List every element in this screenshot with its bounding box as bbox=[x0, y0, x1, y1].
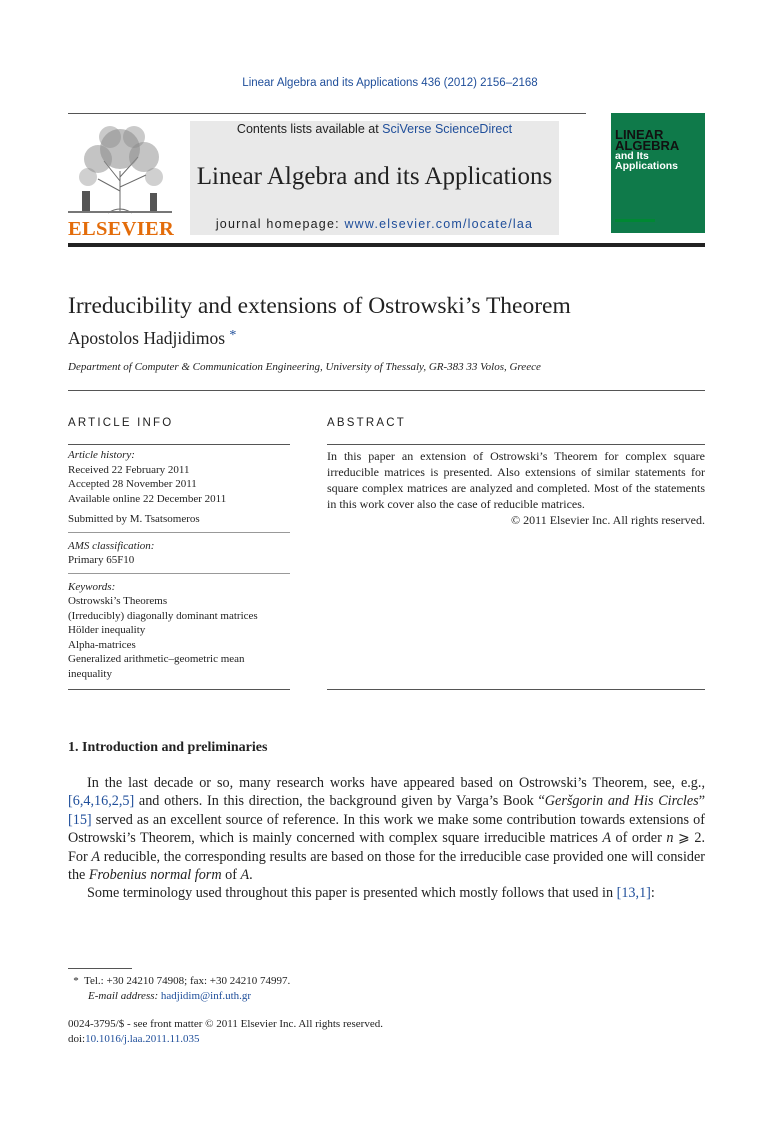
reference-link[interactable]: [6,4,16,2,5] bbox=[68, 793, 135, 810]
text-run: served as an excellent source of reference. In this work we make some contribution towards extensions of Ostrowski’s Theorem, which is mainly concerned with complex square irreducible matrices bbox=[68, 811, 705, 847]
text-run: : bbox=[650, 885, 655, 902]
divider-rule bbox=[68, 390, 705, 391]
paper-title: Irreducibility and extensions of Ostrowski’s Theorem bbox=[68, 293, 571, 319]
text-run: and others. In this direction, the background given by Varga’s Book “ bbox=[134, 793, 545, 810]
cover-footer-mark bbox=[615, 219, 655, 222]
text-run: ” bbox=[698, 793, 705, 810]
elsevier-logo[interactable] bbox=[68, 121, 175, 240]
email-label: E-mail address: bbox=[88, 989, 161, 1002]
abstract-top-rule bbox=[327, 444, 705, 445]
text-run: reducible, the corresponding results are based on those for the irreducible case provided one will consider the bbox=[68, 848, 705, 884]
header-thick-rule bbox=[68, 243, 705, 247]
article-info bbox=[68, 448, 290, 681]
keyword-item: Ostrowski’s Theorems bbox=[68, 595, 168, 607]
author-line bbox=[68, 328, 236, 349]
math-symbol: n bbox=[666, 830, 674, 847]
math-symbol: A bbox=[240, 867, 250, 884]
issn-line: 0024-3795/$ - see front matter © 2011 Elsevier Inc. All rights reserved. bbox=[68, 1018, 383, 1030]
ams-label: AMS classification: bbox=[68, 539, 155, 552]
history-label: Article history: bbox=[68, 449, 135, 461]
journal-title: Linear Algebra and its Applications bbox=[196, 163, 553, 190]
homepage-link[interactable]: www.elsevier.com/locate/laa bbox=[344, 217, 534, 231]
footnote-email bbox=[68, 989, 290, 1004]
text-run: Some terminology used throughout this paper is presented which mostly follows that used in bbox=[87, 885, 617, 902]
cover-line4: Applications bbox=[615, 160, 679, 172]
footnote-contact bbox=[68, 974, 290, 989]
doi-link[interactable]: 10.1016/j.laa.2011.11.035 bbox=[85, 1033, 200, 1045]
received-date: Received 22 February 2011 bbox=[68, 463, 190, 476]
intro-paragraph-1 bbox=[68, 774, 705, 884]
journal-homepage bbox=[190, 217, 559, 231]
footnote-mark: * bbox=[73, 975, 79, 987]
abstract-bottom-rule bbox=[327, 689, 705, 690]
header-rule bbox=[68, 113, 586, 114]
info-separator bbox=[68, 573, 290, 574]
article-info-bottom-rule bbox=[68, 689, 290, 690]
text-run: of order bbox=[611, 830, 667, 847]
article-info-top-rule bbox=[68, 444, 290, 445]
keyword-item: inequality bbox=[68, 667, 112, 680]
doi-line bbox=[68, 1032, 383, 1047]
abstract-heading: ABSTRACT bbox=[327, 417, 406, 429]
front-matter bbox=[68, 1017, 383, 1047]
footnote-tel: Tel.: +30 24210 74908; fax: +30 24210 74997. bbox=[84, 975, 291, 987]
elsevier-tree-icon bbox=[68, 121, 172, 217]
cover-line3: and Its bbox=[615, 150, 649, 162]
affiliation: Department of Computer & Communication Engineering, University of Thessaly, GR-383 33 Volos, Greece bbox=[68, 361, 541, 373]
intro-body bbox=[68, 774, 705, 903]
text-run: ⩾ 2. For bbox=[68, 830, 705, 865]
math-symbol: A bbox=[602, 830, 612, 847]
cover-title bbox=[615, 129, 705, 171]
keyword-item: Hölder inequality bbox=[68, 624, 146, 636]
footnote bbox=[68, 974, 290, 1003]
publisher-name: ELSEVIER bbox=[68, 218, 175, 240]
text-run: of bbox=[221, 867, 241, 884]
submitted-by: Submitted by M. Tsatsomeros bbox=[68, 513, 200, 525]
book-title: Geršgorin and His Circles bbox=[544, 793, 699, 810]
intro-paragraph-2 bbox=[68, 884, 705, 902]
email-link[interactable]: hadjidim@inf.uth.gr bbox=[160, 989, 252, 1002]
footnote-rule bbox=[68, 968, 132, 969]
sciverse-link[interactable]: SciVerse ScienceDirect bbox=[382, 122, 513, 136]
reference-link[interactable]: [15] bbox=[68, 811, 92, 828]
abstract-copyright: © 2011 Elsevier Inc. All rights reserved. bbox=[511, 513, 705, 527]
text-run: . bbox=[249, 867, 253, 884]
section-title: 1. Introduction and preliminaries bbox=[68, 740, 268, 755]
homepage-prefix: journal homepage: bbox=[215, 217, 345, 231]
keyword-item: (Irreducibly) diagonally dominant matrices bbox=[68, 609, 258, 622]
author-footnote-mark[interactable]: * bbox=[229, 328, 237, 343]
info-separator bbox=[68, 532, 290, 533]
keyword-item: Generalized arithmetic–geometric mean bbox=[68, 653, 245, 665]
text-run: In the last decade or so, many research works have appeared based on Ostrowski’s Theorem, see, e.g., bbox=[87, 775, 705, 791]
journal-masthead bbox=[190, 121, 559, 235]
cover-line2: ALGEBRA bbox=[615, 138, 680, 153]
author-name: Apostolos Hadjidimos bbox=[68, 328, 226, 348]
accepted-date: Accepted 28 November 2011 bbox=[68, 478, 197, 490]
doi-label: doi: bbox=[68, 1033, 86, 1045]
journal-cover[interactable] bbox=[611, 113, 705, 233]
abstract-text: In this paper an extension of Ostrowski’s Theorem for complex square irreducible matrices is presented. Also extensions of similar statements for square complex matrices are analyzed and completed. Most of the statements in this work cover also the case of reducible matrices. bbox=[327, 449, 705, 511]
keywords-label: Keywords: bbox=[68, 580, 116, 593]
article-info-heading: ARTICLE INFO bbox=[68, 417, 174, 429]
term: Frobenius normal form bbox=[88, 867, 222, 884]
reference-link[interactable]: [13,1] bbox=[616, 885, 651, 902]
cover-line1: LINEAR bbox=[615, 127, 664, 142]
keyword-item: Alpha-matrices bbox=[68, 638, 136, 651]
abstract-body bbox=[327, 448, 705, 528]
online-date: Available online 22 December 2011 bbox=[68, 492, 227, 505]
ams-value: Primary 65F10 bbox=[68, 554, 135, 566]
journal-citation[interactable]: Linear Algebra and its Applications 436 (2012) 2156–2168 bbox=[242, 77, 538, 89]
contents-line bbox=[190, 121, 559, 137]
contents-prefix: Contents lists available at bbox=[236, 122, 383, 136]
math-symbol: A bbox=[91, 848, 101, 865]
